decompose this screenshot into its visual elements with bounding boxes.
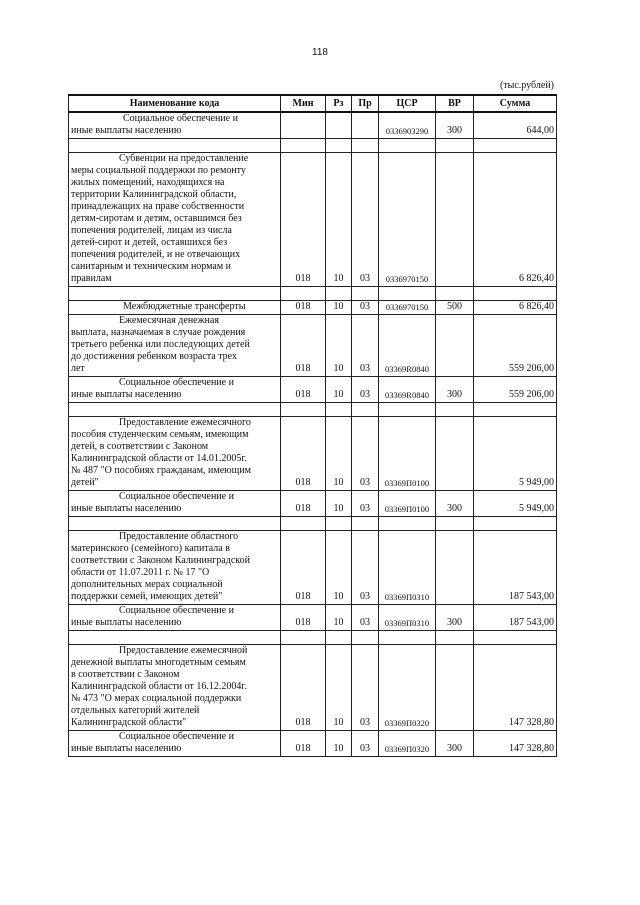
row-name-line: санитарным и техническим нормам и	[71, 261, 232, 272]
spacer-cell	[352, 631, 379, 645]
row-name-line: третьего ребенка или последующих детей	[71, 339, 250, 350]
row-name-line: Калининградской области"	[71, 717, 187, 728]
row-name	[69, 417, 281, 491]
spacer-cell	[352, 287, 379, 301]
row-vr: 300	[436, 491, 474, 517]
row-name-line: детям-сиротам и детям, оставшимся без	[71, 213, 242, 224]
row-name-line: области от 11.07.2011 г. № 17 "О	[71, 567, 210, 578]
row-name-line: Социальное обеспечение и	[119, 377, 234, 388]
table-row	[69, 531, 557, 605]
row-name-line: Межбюджетные трансферты	[123, 301, 246, 312]
table-row	[69, 645, 557, 731]
header-vr: ВР	[436, 95, 474, 112]
row-rz: 10	[326, 531, 352, 605]
row-name-line: Ежемесячная денежная	[119, 315, 219, 326]
row-name-line: отдельных категорий жителей	[71, 705, 200, 716]
row-rz: 10	[326, 301, 352, 315]
row-name-line: соответствии с Законом Калининградской	[71, 555, 250, 566]
row-name-line: Предоставление ежемесячной	[119, 645, 248, 656]
spacer-cell	[436, 403, 474, 417]
row-min: 018	[281, 531, 326, 605]
spacer-cell	[352, 403, 379, 417]
row-vr	[436, 645, 474, 731]
row-name-line: Субвенции на предоставление	[119, 153, 249, 164]
row-vr	[436, 153, 474, 287]
row-name-line: иные выплаты населению	[71, 617, 182, 628]
row-name-line: иные выплаты населению	[71, 503, 182, 514]
spacer-cell	[326, 403, 352, 417]
spacer-cell	[474, 287, 557, 301]
row-pr: 03	[352, 491, 379, 517]
table-body	[69, 112, 557, 757]
row-name	[69, 531, 281, 605]
row-name	[69, 112, 281, 139]
row-vr: 300	[436, 731, 474, 757]
row-name-line: жилых помещений, находящихся на	[71, 177, 225, 188]
row-rz: 10	[326, 417, 352, 491]
row-csr: 03369П0320	[379, 731, 436, 757]
header-name: Наименование кода	[69, 95, 281, 112]
spacer-row	[69, 517, 557, 531]
spacer-cell	[379, 139, 436, 153]
header-csr: ЦСР	[379, 95, 436, 112]
row-pr: 03	[352, 605, 379, 631]
row-csr: 03369П0310	[379, 605, 436, 631]
row-min: 018	[281, 315, 326, 377]
row-name-line: Калининградской области от 14.01.2005г.	[71, 453, 247, 464]
row-rz: 10	[326, 645, 352, 731]
row-pr	[352, 112, 379, 139]
row-csr: 0336970150	[379, 301, 436, 315]
row-csr: 03369П0100	[379, 491, 436, 517]
row-min: 018	[281, 417, 326, 491]
row-sum: 559 206,00	[474, 377, 557, 403]
row-name-line: Предоставление областного	[119, 531, 239, 542]
row-csr: 0336903290	[379, 112, 436, 139]
spacer-cell	[69, 517, 281, 531]
row-min: 018	[281, 605, 326, 631]
row-name	[69, 731, 281, 757]
row-sum: 6 826,40	[474, 301, 557, 315]
row-vr: 500	[436, 301, 474, 315]
table-row	[69, 153, 557, 287]
row-name	[69, 645, 281, 731]
header-rz: Рз	[326, 95, 352, 112]
spacer-cell	[474, 403, 557, 417]
row-name-line: денежной выплаты многодетным семьям	[71, 657, 246, 668]
row-csr: 03369R0840	[379, 315, 436, 377]
table-row	[69, 315, 557, 377]
row-name-line: меры социальной поддержки по ремонту	[71, 165, 246, 176]
row-name	[69, 605, 281, 631]
header-pr: Пр	[352, 95, 379, 112]
row-min: 018	[281, 491, 326, 517]
row-name-line: дополнительных мерах социальной	[71, 579, 223, 590]
spacer-cell	[379, 403, 436, 417]
units-label: (тыс.рублей)	[499, 80, 554, 91]
spacer-cell	[379, 631, 436, 645]
spacer-cell	[326, 631, 352, 645]
row-name-line: иные выплаты населению	[71, 743, 182, 754]
table-row	[69, 112, 557, 139]
table-row	[69, 605, 557, 631]
budget-table	[68, 94, 557, 757]
table-row	[69, 731, 557, 757]
row-min: 018	[281, 645, 326, 731]
row-min: 018	[281, 153, 326, 287]
table-row	[69, 417, 557, 491]
spacer-cell	[379, 287, 436, 301]
spacer-cell	[69, 631, 281, 645]
row-pr: 03	[352, 731, 379, 757]
row-name-line: № 473 "О мерах социальной поддержки	[71, 693, 242, 704]
row-name-line: Социальное обеспечение и	[123, 113, 238, 124]
spacer-cell	[352, 517, 379, 531]
row-sum: 187 543,00	[474, 605, 557, 631]
row-pr: 03	[352, 377, 379, 403]
row-rz: 10	[326, 377, 352, 403]
row-sum: 147 328,80	[474, 731, 557, 757]
row-sum: 5 949,00	[474, 491, 557, 517]
row-name-line: иные выплаты населению	[71, 125, 182, 136]
spacer-cell	[474, 139, 557, 153]
spacer-cell	[436, 287, 474, 301]
row-rz: 10	[326, 605, 352, 631]
row-name	[69, 315, 281, 377]
row-name-line: до достижения ребенком возраста трех	[71, 351, 237, 362]
row-sum: 644,00	[474, 112, 557, 139]
spacer-cell	[281, 287, 326, 301]
spacer-cell	[69, 139, 281, 153]
row-sum: 147 328,80	[474, 645, 557, 731]
spacer-cell	[281, 139, 326, 153]
row-name-line: Социальное обеспечение и	[119, 605, 234, 616]
spacer-cell	[352, 139, 379, 153]
row-pr: 03	[352, 315, 379, 377]
row-rz: 10	[326, 491, 352, 517]
row-min: 018	[281, 301, 326, 315]
row-csr: 03369П0310	[379, 531, 436, 605]
spacer-cell	[474, 631, 557, 645]
row-name-line: Калининградской области от 16.12.2004г.	[71, 681, 247, 692]
spacer-cell	[436, 631, 474, 645]
row-name-line: попечения родителей, и не отвечающих	[71, 249, 241, 260]
row-name	[69, 153, 281, 287]
row-name-line: в соответствии с Законом	[71, 669, 180, 680]
row-name-line: иные выплаты населению	[71, 389, 182, 400]
row-name-line: детей"	[71, 477, 99, 488]
row-name-line: территории Калининградской области,	[71, 189, 237, 200]
spacer-row	[69, 287, 557, 301]
row-name-line: пособия студенческим семьям, имеющим	[71, 429, 249, 440]
row-name-line: попечения родителей, лицам из числа	[71, 225, 232, 236]
row-csr: 03369R0840	[379, 377, 436, 403]
row-vr: 300	[436, 377, 474, 403]
row-rz	[326, 112, 352, 139]
row-name-line: детей, в соответствии с Законом	[71, 441, 209, 452]
spacer-cell	[326, 139, 352, 153]
row-min: 018	[281, 377, 326, 403]
spacer-cell	[281, 517, 326, 531]
row-pr: 03	[352, 301, 379, 315]
row-name-line: Социальное обеспечение и	[119, 731, 234, 742]
row-name-line: Предоставление ежемесячного	[119, 417, 251, 428]
row-rz: 10	[326, 731, 352, 757]
row-sum: 6 826,40	[474, 153, 557, 287]
row-name-line: поддержки семей, имеющих детей"	[71, 591, 223, 602]
row-pr: 03	[352, 153, 379, 287]
spacer-cell	[436, 139, 474, 153]
row-name-line: выплата, назначаемая в случае рождения	[71, 327, 246, 338]
row-pr: 03	[352, 645, 379, 731]
spacer-cell	[326, 287, 352, 301]
row-name-line: принадлежащих на праве собственности	[71, 201, 245, 212]
row-name-line: детей-сирот и детей, оставшихся без	[71, 237, 228, 248]
spacer-cell	[379, 517, 436, 531]
row-name	[69, 491, 281, 517]
table-header-row	[69, 95, 557, 112]
row-name-line: Социальное обеспечение и	[119, 491, 234, 502]
spacer-cell	[474, 517, 557, 531]
spacer-row	[69, 631, 557, 645]
header-min: Мин	[281, 95, 326, 112]
spacer-cell	[281, 631, 326, 645]
row-name	[69, 301, 281, 315]
row-sum: 187 543,00	[474, 531, 557, 605]
row-name-line: лет	[71, 363, 85, 374]
table-row	[69, 491, 557, 517]
row-vr	[436, 417, 474, 491]
row-name-line: № 487 "О пособиях гражданам, имеющим	[71, 465, 251, 476]
spacer-cell	[436, 517, 474, 531]
row-vr: 300	[436, 112, 474, 139]
row-vr	[436, 315, 474, 377]
row-name	[69, 377, 281, 403]
spacer-row	[69, 403, 557, 417]
row-min: 018	[281, 731, 326, 757]
row-vr: 300	[436, 605, 474, 631]
table-row	[69, 377, 557, 403]
table-row	[69, 301, 557, 315]
row-name-line: материнского (семейного) капитала в	[71, 543, 230, 554]
spacer-cell	[69, 287, 281, 301]
row-min	[281, 112, 326, 139]
row-pr: 03	[352, 417, 379, 491]
row-rz: 10	[326, 315, 352, 377]
row-sum: 5 949,00	[474, 417, 557, 491]
header-sum: Сумма	[474, 95, 557, 112]
row-csr: 03369П0320	[379, 645, 436, 731]
spacer-cell	[69, 403, 281, 417]
row-csr: 03369П0100	[379, 417, 436, 491]
row-name-line: правилам	[71, 273, 112, 284]
spacer-row	[69, 139, 557, 153]
row-sum: 559 206,00	[474, 315, 557, 377]
row-pr: 03	[352, 531, 379, 605]
spacer-cell	[326, 517, 352, 531]
row-vr	[436, 531, 474, 605]
row-csr: 0336970150	[379, 153, 436, 287]
page-number: 118	[312, 47, 328, 58]
row-rz: 10	[326, 153, 352, 287]
spacer-cell	[281, 403, 326, 417]
